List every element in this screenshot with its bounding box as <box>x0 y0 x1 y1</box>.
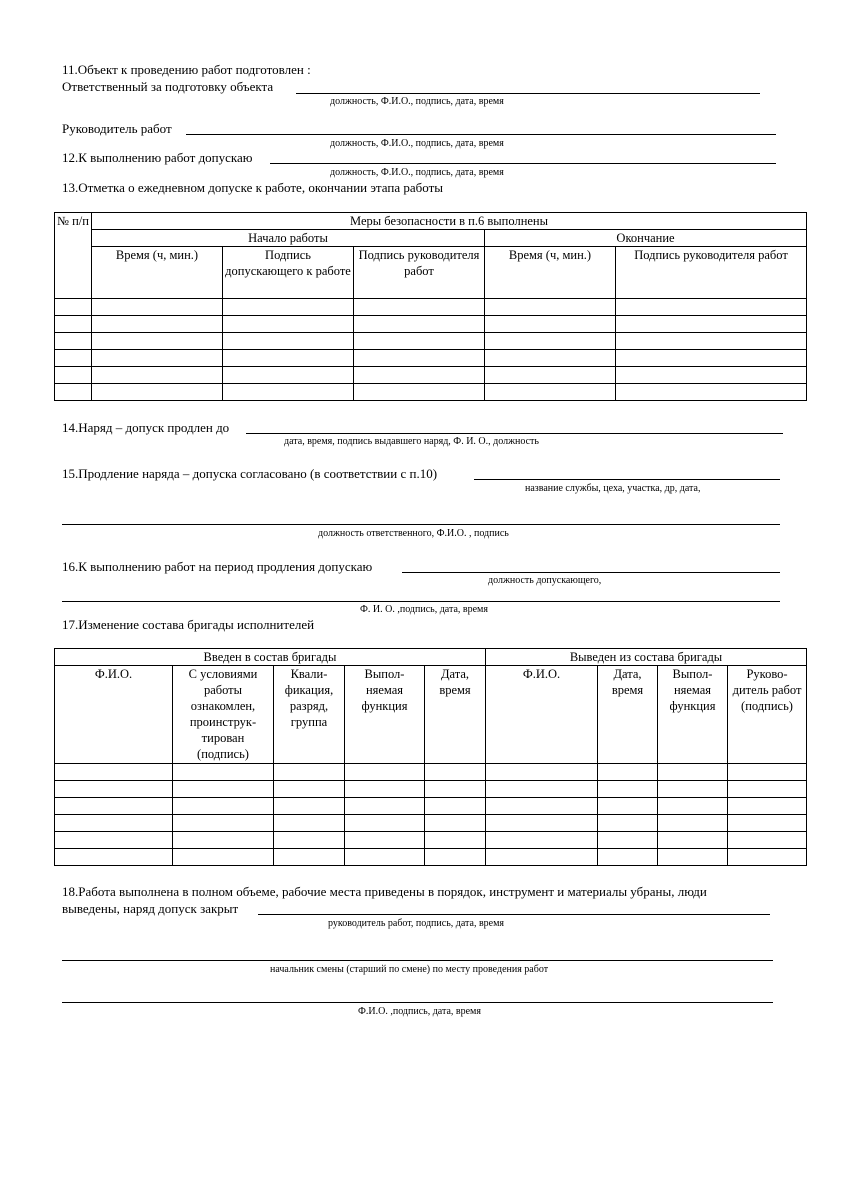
table-cell[interactable] <box>485 333 616 350</box>
table-cell[interactable] <box>223 316 354 333</box>
out-head-header: Руково- дитель работ (подпись) <box>728 666 807 764</box>
section-14-line[interactable] <box>246 433 783 434</box>
section-15-line[interactable] <box>474 479 780 480</box>
table-cell[interactable] <box>728 815 807 832</box>
table-cell[interactable] <box>345 832 425 849</box>
table-cell[interactable] <box>354 299 485 316</box>
table-cell[interactable] <box>616 333 807 350</box>
table-cell[interactable] <box>223 367 354 384</box>
table-cell[interactable] <box>173 781 274 798</box>
table-cell[interactable] <box>55 316 92 333</box>
removed-from-crew-header: Выведен из состава бригады <box>486 649 807 666</box>
table-cell[interactable] <box>728 832 807 849</box>
section-18-second-line[interactable] <box>62 960 773 961</box>
table-cell[interactable] <box>92 299 223 316</box>
table-cell[interactable] <box>486 798 598 815</box>
section-16-second-line[interactable] <box>62 601 780 602</box>
table-cell[interactable] <box>616 299 807 316</box>
section-11-head-caption: должность, Ф.И.О., подпись, дата, время <box>330 138 504 149</box>
table-cell[interactable] <box>55 832 173 849</box>
daily-admission-table <box>54 212 807 401</box>
table-cell[interactable] <box>274 798 345 815</box>
table-cell[interactable] <box>485 384 616 401</box>
section-11-head-label: Руководитель работ <box>62 121 172 136</box>
table-cell[interactable] <box>55 781 173 798</box>
section-11-head-line[interactable] <box>186 134 776 135</box>
table-cell[interactable] <box>274 764 345 781</box>
table-cell[interactable] <box>92 333 223 350</box>
table-cell[interactable] <box>616 316 807 333</box>
section-16-caption-2: Ф. И. О. ,подпись, дата, время <box>360 604 488 615</box>
start-time-header: Время (ч, мин.) <box>92 247 223 299</box>
table-cell[interactable] <box>173 798 274 815</box>
col-number-header: № п/п <box>55 213 92 299</box>
table-cell[interactable] <box>616 350 807 367</box>
table-cell[interactable] <box>274 815 345 832</box>
section-12-label: 12.К выполнению работ допускаю <box>62 150 253 165</box>
work-start-header: Начало работы <box>92 230 485 247</box>
table-cell[interactable] <box>173 832 274 849</box>
table-cell[interactable] <box>425 815 486 832</box>
table-cell[interactable] <box>728 849 807 866</box>
out-fio-header: Ф.И.О. <box>486 666 598 764</box>
out-date-header: Дата, время <box>598 666 658 764</box>
table-cell[interactable] <box>598 781 658 798</box>
table-row <box>55 299 807 316</box>
table-cell[interactable] <box>55 849 173 866</box>
section-14-caption: дата, время, подпись выдавшего наряд, Ф. И. О., должность <box>284 436 539 447</box>
table-cell[interactable] <box>345 798 425 815</box>
section-14-label: 14.Наряд – допуск продлен до <box>62 420 230 435</box>
in-qualification-header: Квали- фикация, разряд, группа <box>274 666 345 764</box>
table-row <box>55 832 807 849</box>
table-cell[interactable] <box>658 832 728 849</box>
table-cell[interactable] <box>55 764 173 781</box>
section-18-caption-3: Ф.И.О. ,подпись, дата, время <box>358 1006 481 1017</box>
table-cell[interactable] <box>425 764 486 781</box>
table-cell[interactable] <box>728 798 807 815</box>
end-head-signature-header: Подпись руководителя работ <box>616 247 807 299</box>
table-cell[interactable] <box>425 781 486 798</box>
table-cell[interactable] <box>345 815 425 832</box>
table-cell[interactable] <box>425 832 486 849</box>
table-cell[interactable] <box>223 333 354 350</box>
section-15-second-line[interactable] <box>62 524 780 525</box>
table-cell[interactable] <box>658 849 728 866</box>
table-cell[interactable] <box>173 849 274 866</box>
table-cell[interactable] <box>598 832 658 849</box>
table-cell[interactable] <box>486 764 598 781</box>
table-row <box>55 316 807 333</box>
section-11-responsible-line[interactable] <box>296 93 760 94</box>
table-cell[interactable] <box>223 350 354 367</box>
table-cell[interactable] <box>345 764 425 781</box>
section-15-label: 15.Продление наряда – допуска согласовано (в соответствии с п.10) <box>62 466 438 481</box>
table-cell[interactable] <box>345 781 425 798</box>
table-row <box>55 367 807 384</box>
table-cell[interactable] <box>173 764 274 781</box>
end-time-header: Время (ч, мин.) <box>485 247 616 299</box>
in-fio-header: Ф.И.О. <box>55 666 173 764</box>
table-row <box>55 350 807 367</box>
section-18-text-line-1: 18.Работа выполнена в полном объеме, рабочие места приведены в порядок, инструмент и материалы убраны, люди <box>62 884 707 899</box>
table-cell[interactable] <box>274 849 345 866</box>
section-15-caption-1: название службы, цеха, участка, др, дата, <box>525 483 701 494</box>
in-conditions-header: С условиями работы ознакомлен, проинструк- тирован (подпись) <box>173 666 274 764</box>
table-cell[interactable] <box>598 849 658 866</box>
table-cell[interactable] <box>485 350 616 367</box>
section-16-caption-1: должность допускающего, <box>488 575 602 586</box>
table-cell[interactable] <box>354 367 485 384</box>
safety-measures-header: Меры безопасности в п.6 выполнены <box>92 213 807 230</box>
table-cell[interactable] <box>486 849 598 866</box>
work-end-header: Окончание <box>485 230 807 247</box>
section-18-text-line-2: выведены, наряд допуск закрыт <box>62 901 239 916</box>
table-cell[interactable] <box>55 815 173 832</box>
section-11-responsible-caption: должность, Ф.И.О., подпись, дата, время <box>330 96 504 107</box>
table-cell[interactable] <box>616 367 807 384</box>
table-cell[interactable] <box>598 764 658 781</box>
table-cell[interactable] <box>55 798 173 815</box>
section-12-caption: должность, Ф.И.О., подпись, дата, время <box>330 167 504 178</box>
section-17-title: 17.Изменение состава бригады исполнителей <box>62 617 315 632</box>
table-cell[interactable] <box>658 764 728 781</box>
section-11-responsible-label: Ответственный за подготовку объекта <box>62 79 274 94</box>
table-cell[interactable] <box>92 350 223 367</box>
in-function-header: Выпол- няемая функция <box>345 666 425 764</box>
table-row <box>55 781 807 798</box>
table-cell[interactable] <box>598 815 658 832</box>
out-function-header: Выпол- няемая функция <box>658 666 728 764</box>
table-cell[interactable] <box>354 384 485 401</box>
in-date-header: Дата, время <box>425 666 486 764</box>
table-cell[interactable] <box>173 815 274 832</box>
table-cell[interactable] <box>55 384 92 401</box>
table-cell[interactable] <box>616 384 807 401</box>
table-cell[interactable] <box>598 798 658 815</box>
crew-change-table <box>54 648 807 866</box>
section-12-line[interactable] <box>270 163 776 164</box>
table-cell[interactable] <box>92 316 223 333</box>
table-cell[interactable] <box>658 781 728 798</box>
table-cell[interactable] <box>728 781 807 798</box>
table-cell[interactable] <box>658 798 728 815</box>
section-18-caption-2: начальник смены (старший по смене) по месту проведения работ <box>270 964 549 975</box>
table-row <box>55 384 807 401</box>
table-cell[interactable] <box>425 849 486 866</box>
admitter-signature-header: Подпись допускающего к работе <box>223 247 354 299</box>
section-18-caption-1: руководитель работ, подпись, дата, время <box>328 918 505 929</box>
table-cell[interactable] <box>55 367 92 384</box>
section-16-line[interactable] <box>402 572 780 573</box>
table-cell[interactable] <box>354 350 485 367</box>
table-row <box>55 849 807 866</box>
table-cell[interactable] <box>345 849 425 866</box>
section-11-title: 11.Объект к проведению работ подготовлен : <box>62 62 311 77</box>
section-15-caption-2: должность ответственного, Ф.И.О. , подпись <box>318 528 509 539</box>
table-cell[interactable] <box>55 333 92 350</box>
table-cell[interactable] <box>223 299 354 316</box>
table-cell[interactable] <box>728 764 807 781</box>
table-cell[interactable] <box>274 781 345 798</box>
table-cell[interactable] <box>486 832 598 849</box>
table-cell[interactable] <box>92 384 223 401</box>
table-cell[interactable] <box>425 798 486 815</box>
table-cell[interactable] <box>92 367 223 384</box>
table-cell[interactable] <box>658 815 728 832</box>
table-cell[interactable] <box>55 299 92 316</box>
section-13-title: 13.Отметка о ежедневном допуске к работе, окончании этапа работы <box>62 180 443 195</box>
table-row <box>55 333 807 350</box>
section-18-third-line[interactable] <box>62 1002 773 1003</box>
table-row <box>55 815 807 832</box>
added-to-crew-header: Введен в состав бригады <box>55 649 486 666</box>
table-cell[interactable] <box>223 384 354 401</box>
table-cell[interactable] <box>485 316 616 333</box>
table-row <box>55 764 807 781</box>
table-cell[interactable] <box>485 299 616 316</box>
table-cell[interactable] <box>55 350 92 367</box>
section-18-line[interactable] <box>258 914 770 915</box>
section-16-label: 16.К выполнению работ на период продления допускаю <box>62 559 373 574</box>
table-cell[interactable] <box>354 333 485 350</box>
table-row <box>55 798 807 815</box>
table-cell[interactable] <box>354 316 485 333</box>
table-cell[interactable] <box>485 367 616 384</box>
table-cell[interactable] <box>486 815 598 832</box>
table-cell[interactable] <box>274 832 345 849</box>
table-cell[interactable] <box>486 781 598 798</box>
head-signature-header: Подпись руководителя работ <box>354 247 485 299</box>
